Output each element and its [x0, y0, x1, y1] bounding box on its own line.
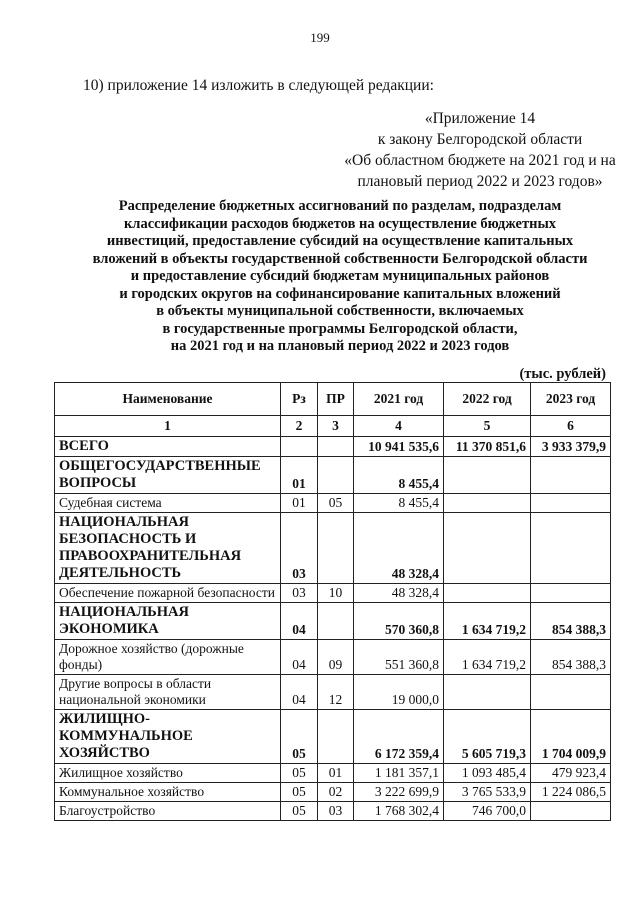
table-row — [55, 603, 611, 640]
header-pr: ПР — [318, 383, 354, 416]
header-name: Наименование — [55, 383, 281, 416]
row-2021: 10 941 535,6 — [354, 437, 444, 457]
row-2022: 3 765 533,9 — [444, 783, 531, 802]
row-2022 — [444, 494, 531, 513]
row-2021: 8 455,4 — [354, 494, 444, 513]
title-line: в объекты муниципальной собственности, включаемых — [156, 303, 524, 319]
table-row — [55, 494, 611, 513]
row-2021: 19 000,0 — [354, 675, 444, 710]
row-pr: 10 — [318, 584, 354, 603]
row-pr — [318, 603, 354, 640]
table-row — [55, 457, 611, 494]
column-number: 2 — [281, 416, 318, 437]
row-rz — [281, 437, 318, 457]
row-name: Коммунальное хозяйство — [55, 783, 281, 802]
title-line: и предоставление субсидий бюджетам муниципальных районов — [130, 268, 550, 284]
row-2023: 1 224 086,5 — [531, 783, 611, 802]
row-pr: 02 — [318, 783, 354, 802]
row-pr: 01 — [318, 764, 354, 783]
row-pr — [318, 457, 354, 494]
row-pr — [318, 710, 354, 764]
column-number: 5 — [444, 416, 531, 437]
row-2021: 8 455,4 — [354, 457, 444, 494]
row-name: Жилищное хозяйство — [55, 764, 281, 783]
row-name: ВСЕГО — [55, 437, 281, 457]
row-2023: 1 704 009,9 — [531, 710, 611, 764]
header-2023: 2023 год — [531, 383, 611, 416]
row-2023 — [531, 802, 611, 821]
row-2023: 854 388,3 — [531, 640, 611, 675]
appendix-line: «Приложение 14 — [424, 110, 536, 127]
title-line: классификации расходов бюджетов на осуществление бюджетных — [123, 215, 557, 232]
row-2021: 6 172 359,4 — [354, 710, 444, 764]
table-row — [55, 764, 611, 783]
title-line: и городских округов на софинансирование капитальных вложений — [119, 285, 561, 302]
row-2021: 570 360,8 — [354, 603, 444, 640]
row-rz: 03 — [281, 513, 318, 584]
row-2023 — [531, 457, 611, 494]
table-header-row — [55, 383, 611, 416]
title-line: в государственные программы Белгородской области, — [162, 320, 518, 337]
table-row — [55, 675, 611, 710]
table-row — [55, 640, 611, 675]
row-2023: 479 923,4 — [531, 764, 611, 783]
table-row — [55, 710, 611, 764]
header-rz: Рз — [281, 383, 318, 416]
row-name: ЖИЛИЩНО-КОММУНАЛЬНОЕ ХОЗЯЙСТВО — [55, 710, 281, 764]
row-2021: 551 360,8 — [354, 640, 444, 675]
row-rz: 05 — [281, 710, 318, 764]
row-name: НАЦИОНАЛЬНАЯ БЕЗОПАСНОСТЬ И ПРАВООХРАНИТЕЛЬНАЯ ДЕЯТЕЛЬНОСТЬ — [55, 513, 281, 584]
row-2022 — [444, 513, 531, 584]
table-row — [55, 802, 611, 821]
table-row — [55, 783, 611, 802]
row-pr — [318, 513, 354, 584]
row-2022: 746 700,0 — [444, 802, 531, 821]
row-pr: 03 — [318, 802, 354, 821]
row-2022: 11 370 851,6 — [444, 437, 531, 457]
appendix-line: плановый период 2022 и 2023 годов» — [357, 173, 603, 190]
row-2021: 1 181 357,1 — [354, 764, 444, 783]
row-rz: 05 — [281, 783, 318, 802]
table-row — [55, 437, 611, 457]
column-number-row — [55, 416, 611, 437]
appendix-line: «Об областном бюджете на 2021 год и на — [344, 152, 616, 169]
row-rz: 05 — [281, 764, 318, 783]
row-rz: 05 — [281, 802, 318, 821]
row-pr — [318, 437, 354, 457]
row-pr: 09 — [318, 640, 354, 675]
title-line: инвестиций, предоставление субсидий на осуществление капитальных — [106, 233, 574, 249]
row-name: НАЦИОНАЛЬНАЯ ЭКОНОМИКА — [55, 603, 281, 640]
row-pr: 12 — [318, 675, 354, 710]
row-rz: 04 — [281, 603, 318, 640]
table-row — [55, 513, 611, 584]
column-number: 1 — [55, 416, 281, 437]
row-name: Судебная система — [55, 494, 281, 513]
column-number: 3 — [318, 416, 354, 437]
row-2022 — [444, 584, 531, 603]
row-2023 — [531, 513, 611, 584]
header-2021: 2021 год — [354, 383, 444, 416]
row-2022: 1 093 485,4 — [444, 764, 531, 783]
row-2023: 3 933 379,9 — [531, 437, 611, 457]
row-2021: 48 328,4 — [354, 513, 444, 584]
row-2021: 48 328,4 — [354, 584, 444, 603]
row-name: Дорожное хозяйство (дорожные фонды) — [55, 640, 281, 675]
row-2022 — [444, 457, 531, 494]
intro-text: 10) приложение 14 изложить в следующей редакции: — [83, 77, 434, 94]
row-2023 — [531, 584, 611, 603]
column-number: 4 — [354, 416, 444, 437]
column-number: 6 — [531, 416, 611, 437]
row-name: Обеспечение пожарной безопасности — [55, 584, 281, 603]
row-2022: 1 634 719,2 — [444, 603, 531, 640]
row-2021: 3 222 699,9 — [354, 783, 444, 802]
row-2023 — [531, 675, 611, 710]
title-line: вложений в объекты государственной собственности Белгородской области — [92, 250, 588, 267]
row-2022: 1 634 719,2 — [444, 640, 531, 675]
row-name: Благоустройство — [55, 802, 281, 821]
title-line: на 2021 год и на плановый период 2022 и 2023 годов — [170, 338, 510, 354]
row-2022 — [444, 675, 531, 710]
page-number: 199 — [310, 30, 330, 45]
row-rz: 04 — [281, 640, 318, 675]
row-2023: 854 388,3 — [531, 603, 611, 640]
table-row — [55, 584, 611, 603]
appendix-line: к закону Белгородской области — [377, 131, 583, 148]
row-rz: 04 — [281, 675, 318, 710]
title-line: Распределение бюджетных ассигнований по разделам, подразделам — [118, 198, 562, 214]
header-2022: 2022 год — [444, 383, 531, 416]
row-2021: 1 768 302,4 — [354, 802, 444, 821]
row-pr: 05 — [318, 494, 354, 513]
row-rz: 01 — [281, 494, 318, 513]
row-rz: 03 — [281, 584, 318, 603]
document-title — [60, 198, 620, 356]
row-rz: 01 — [281, 457, 318, 494]
units-label: (тыс. рублей) — [519, 366, 606, 382]
row-name: Другие вопросы в области национальной экономики — [55, 675, 281, 710]
row-2022: 5 605 719,3 — [444, 710, 531, 764]
appendix-header — [330, 108, 630, 192]
row-name: ОБЩЕГОСУДАРСТВЕННЫЕ ВОПРОСЫ — [55, 457, 281, 494]
row-2023 — [531, 494, 611, 513]
budget-table — [54, 382, 611, 821]
